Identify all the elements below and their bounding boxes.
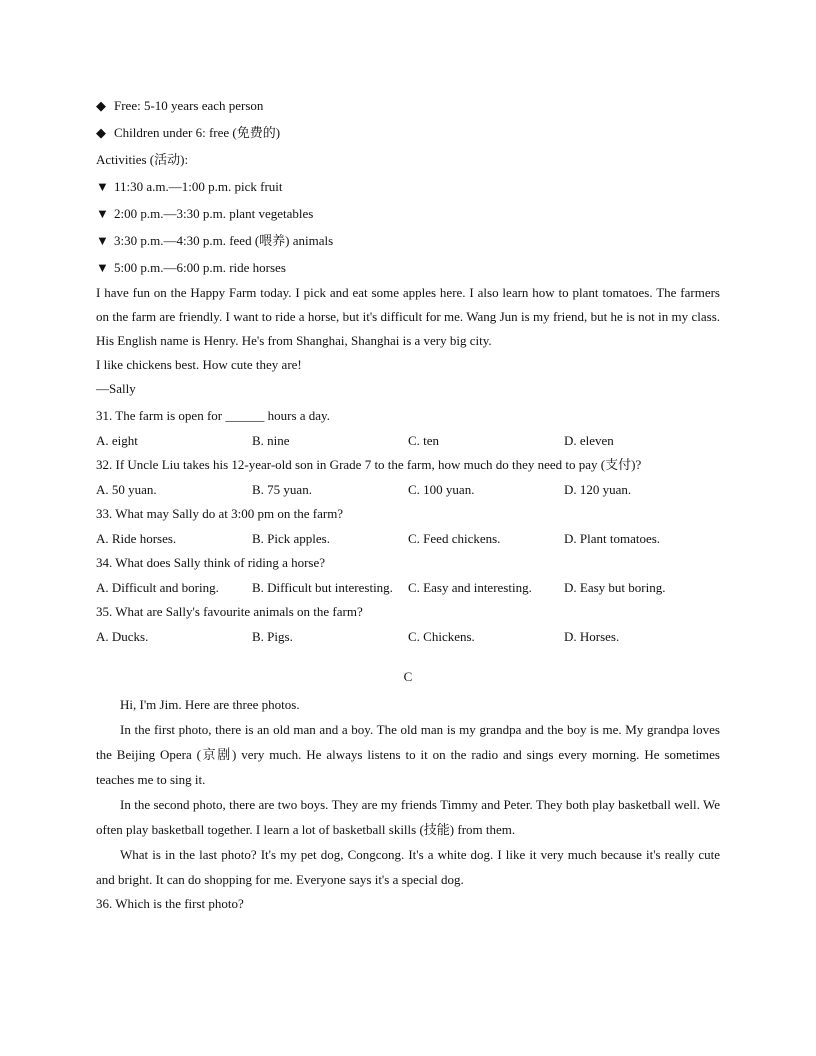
option-b[interactable]: B. nine: [252, 432, 290, 448]
activity-text: 5:00 p.m.—6:00 p.m. ride horses: [114, 260, 286, 275]
question-stem: 32. If Uncle Liu takes his 12-year-old son in Grade 7 to the farm, how much do they need to pay (支付)?: [96, 457, 642, 472]
price-line-2: [96, 119, 720, 146]
option-a[interactable]: A. 50 yuan.: [96, 481, 157, 497]
option-b[interactable]: B. Pigs.: [252, 628, 293, 644]
question-33: [96, 502, 720, 551]
option-d[interactable]: D. Easy but boring.: [564, 579, 666, 595]
diary-paragraph: I have fun on the Happy Farm today. I pick and eat some apples here. I also learn how to plant tomatoes. The farmers on the farm are friendly. I want to ride a horse, but it's difficult for me. Wang Jun is my friend, but he is not in my class. His English name is Henry. He's from Shanghai, Shanghai is a very big city.: [96, 285, 720, 348]
activity-line-4: [96, 254, 720, 281]
question-stem: 31. The farm is open for ______ hours a day.: [96, 408, 330, 423]
triangle-bullet-icon: ▼: [96, 179, 109, 194]
diary-closing-line: I like chickens best. How cute they are!: [96, 357, 302, 372]
question-31: [96, 404, 720, 453]
diary-signature: —Sally: [96, 381, 136, 396]
option-a[interactable]: A. Difficult and boring.: [96, 579, 219, 595]
activity-text: 3:30 p.m.—4:30 p.m. feed (喂养) animals: [114, 233, 334, 248]
option-a[interactable]: A. Ride horses.: [96, 530, 177, 546]
option-c[interactable]: C. Feed chickens.: [408, 530, 501, 546]
question-stem: 35. What are Sally's favourite animals on the farm?: [96, 604, 363, 619]
passage-paragraph-3: In the second photo, there are two boys. They are my friends Timmy and Peter. They both play basketball well. We often play basketball together. I learn a lot of basketball skills (技能) from them.: [96, 797, 720, 837]
answer-options: [96, 576, 720, 601]
activity-text: 11:30 a.m.—1:00 p.m. pick fruit: [114, 179, 283, 194]
activity-line-2: [96, 200, 720, 227]
answer-options: [96, 478, 720, 503]
document-page: [96, 92, 720, 917]
activity-line-3: [96, 227, 720, 254]
option-c[interactable]: C. 100 yuan.: [408, 481, 475, 497]
triangle-bullet-icon: ▼: [96, 233, 109, 248]
diamond-bullet-icon: ◆: [96, 98, 106, 113]
activity-text: 2:00 p.m.—3:30 p.m. plant vegetables: [114, 206, 314, 221]
question-stem: 33. What may Sally do at 3:00 pm on the farm?: [96, 506, 344, 521]
activities-heading: Activities (活动):: [96, 152, 189, 167]
option-b[interactable]: B. Difficult but interesting.: [252, 579, 393, 595]
question-35: [96, 600, 720, 649]
triangle-bullet-icon: ▼: [96, 260, 109, 275]
option-d[interactable]: D. Plant tomatoes.: [564, 530, 661, 546]
option-b[interactable]: B. 75 yuan.: [252, 481, 312, 497]
option-d[interactable]: D. 120 yuan.: [564, 481, 632, 497]
option-b[interactable]: B. Pick apples.: [252, 530, 330, 546]
passage-paragraph-2: In the first photo, there is an old man and a boy. The old man is my grandpa and the boy is me. My grandpa loves the Beijing Opera (京剧) very much. He always listens to it on the radio and sings every morning. He sometimes teaches me to sing it.: [96, 722, 720, 787]
answer-options: [96, 625, 720, 650]
price-line-1: [96, 92, 720, 119]
price-text: Children under 6: free (免费的): [114, 125, 281, 140]
answer-options: [96, 527, 720, 552]
price-text: Free: 5-10 years each person: [114, 98, 264, 113]
option-a[interactable]: A. Ducks.: [96, 628, 149, 644]
option-a[interactable]: A. eight: [96, 432, 138, 448]
answer-options: [96, 429, 720, 454]
option-d[interactable]: D. eleven: [564, 432, 614, 448]
question-34: [96, 551, 720, 600]
diamond-bullet-icon: ◆: [96, 125, 106, 140]
passage-paragraph-1: Hi, I'm Jim. Here are three photos.: [120, 697, 300, 712]
triangle-bullet-icon: ▼: [96, 206, 109, 221]
activity-line-1: [96, 173, 720, 200]
question-32: [96, 453, 720, 502]
section-c-heading: C: [403, 669, 413, 684]
question-36-stem: 36. Which is the first photo?: [96, 896, 244, 911]
option-d[interactable]: D. Horses.: [564, 628, 620, 644]
option-c[interactable]: C. ten: [408, 432, 440, 448]
question-stem: 34. What does Sally think of riding a horse?: [96, 555, 326, 570]
option-c[interactable]: C. Chickens.: [408, 628, 475, 644]
passage-paragraph-4: What is in the last photo? It's my pet dog, Congcong. It's a white dog. I like it very much because it's really cute and bright. It can do shopping for me. Everyone says it's a special dog.: [96, 847, 720, 887]
option-c[interactable]: C. Easy and interesting.: [408, 579, 532, 595]
